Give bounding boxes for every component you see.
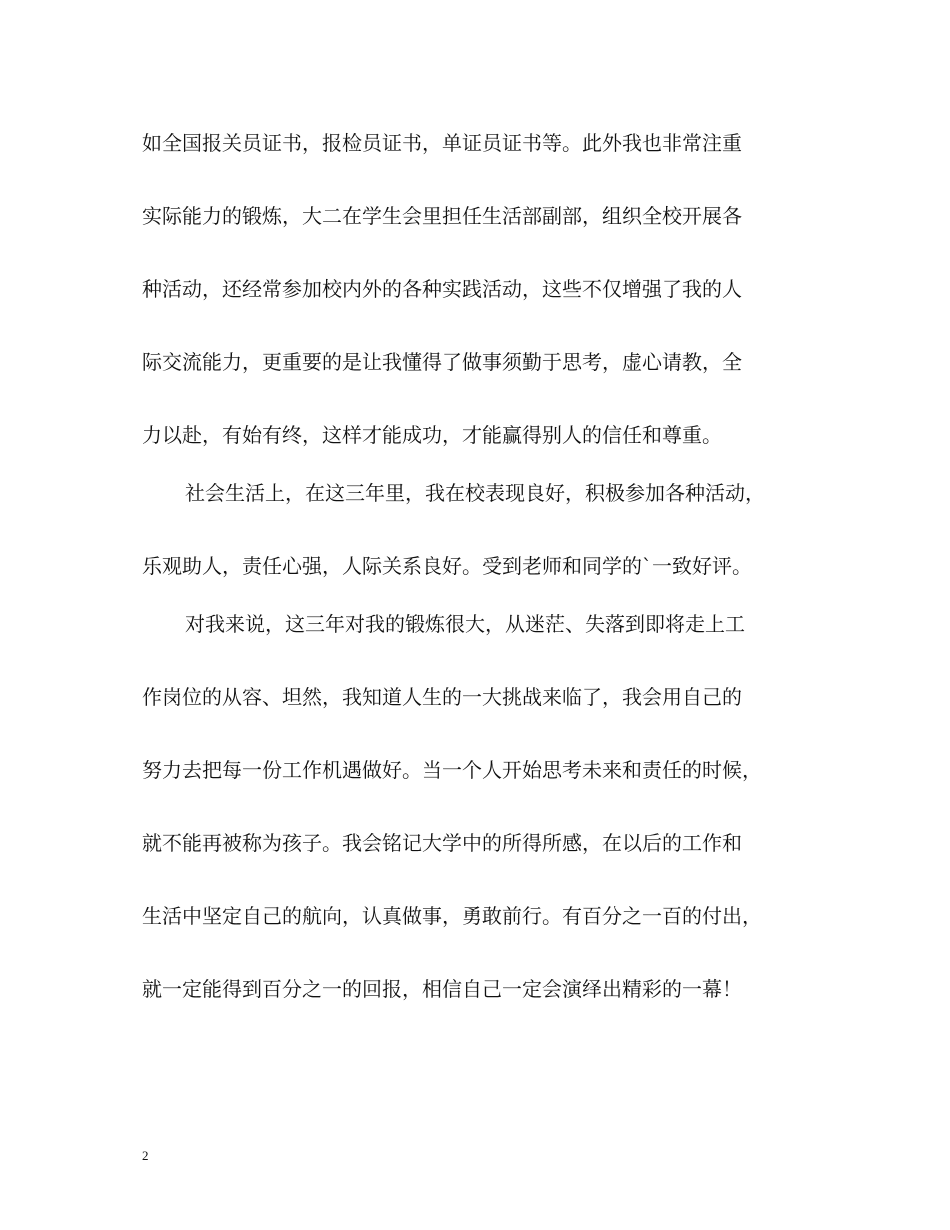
text-line: 乐观助人，责任心强，人际关系良好。受到老师和同学的`一致好评。	[142, 554, 752, 578]
text-line: 种活动，还经常参加校内外的各种实践活动，这些不仅增强了我的人	[142, 277, 742, 301]
text-line: 作岗位的从容、坦然，我知道人生的一大挑战来临了，我会用自己的	[142, 685, 742, 709]
text-line: 生活中坚定自己的航向，认真做事，勇敢前行。有百分之一百的付出，	[142, 904, 762, 928]
paragraph-start-line: 对我来说，这三年对我的锻炼很大，从迷茫、失落到即将走上工	[185, 612, 745, 636]
page-number: 2	[142, 1148, 149, 1163]
text-line: 实际能力的锻炼，大二在学生会里担任生活部副部，组织全校开展各	[142, 204, 742, 228]
text-line: 如全国报关员证书，报检员证书，单证员证书等。此外我也非常注重	[142, 131, 742, 155]
text-line: 就一定能得到百分之一的回报，相信自己一定会演绎出精彩的一幕！	[142, 977, 742, 1001]
text-line: 就不能再被称为孩子。我会铭记大学中的所得所感，在以后的工作和	[142, 831, 742, 855]
body-text	[142, 126, 812, 1045]
paragraph-start-line: 社会生活上，在这三年里，我在校表现良好，积极参加各种活动，	[185, 481, 765, 505]
text-line: 力以赴，有始有终，这样才能成功，才能赢得别人的信任和尊重。	[142, 423, 722, 447]
text-line: 际交流能力，更重要的是让我懂得了做事须勤于思考，虚心请教，全	[142, 350, 742, 374]
text-line: 努力去把每一份工作机遇做好。当一个人开始思考未来和责任的时候，	[142, 758, 762, 782]
